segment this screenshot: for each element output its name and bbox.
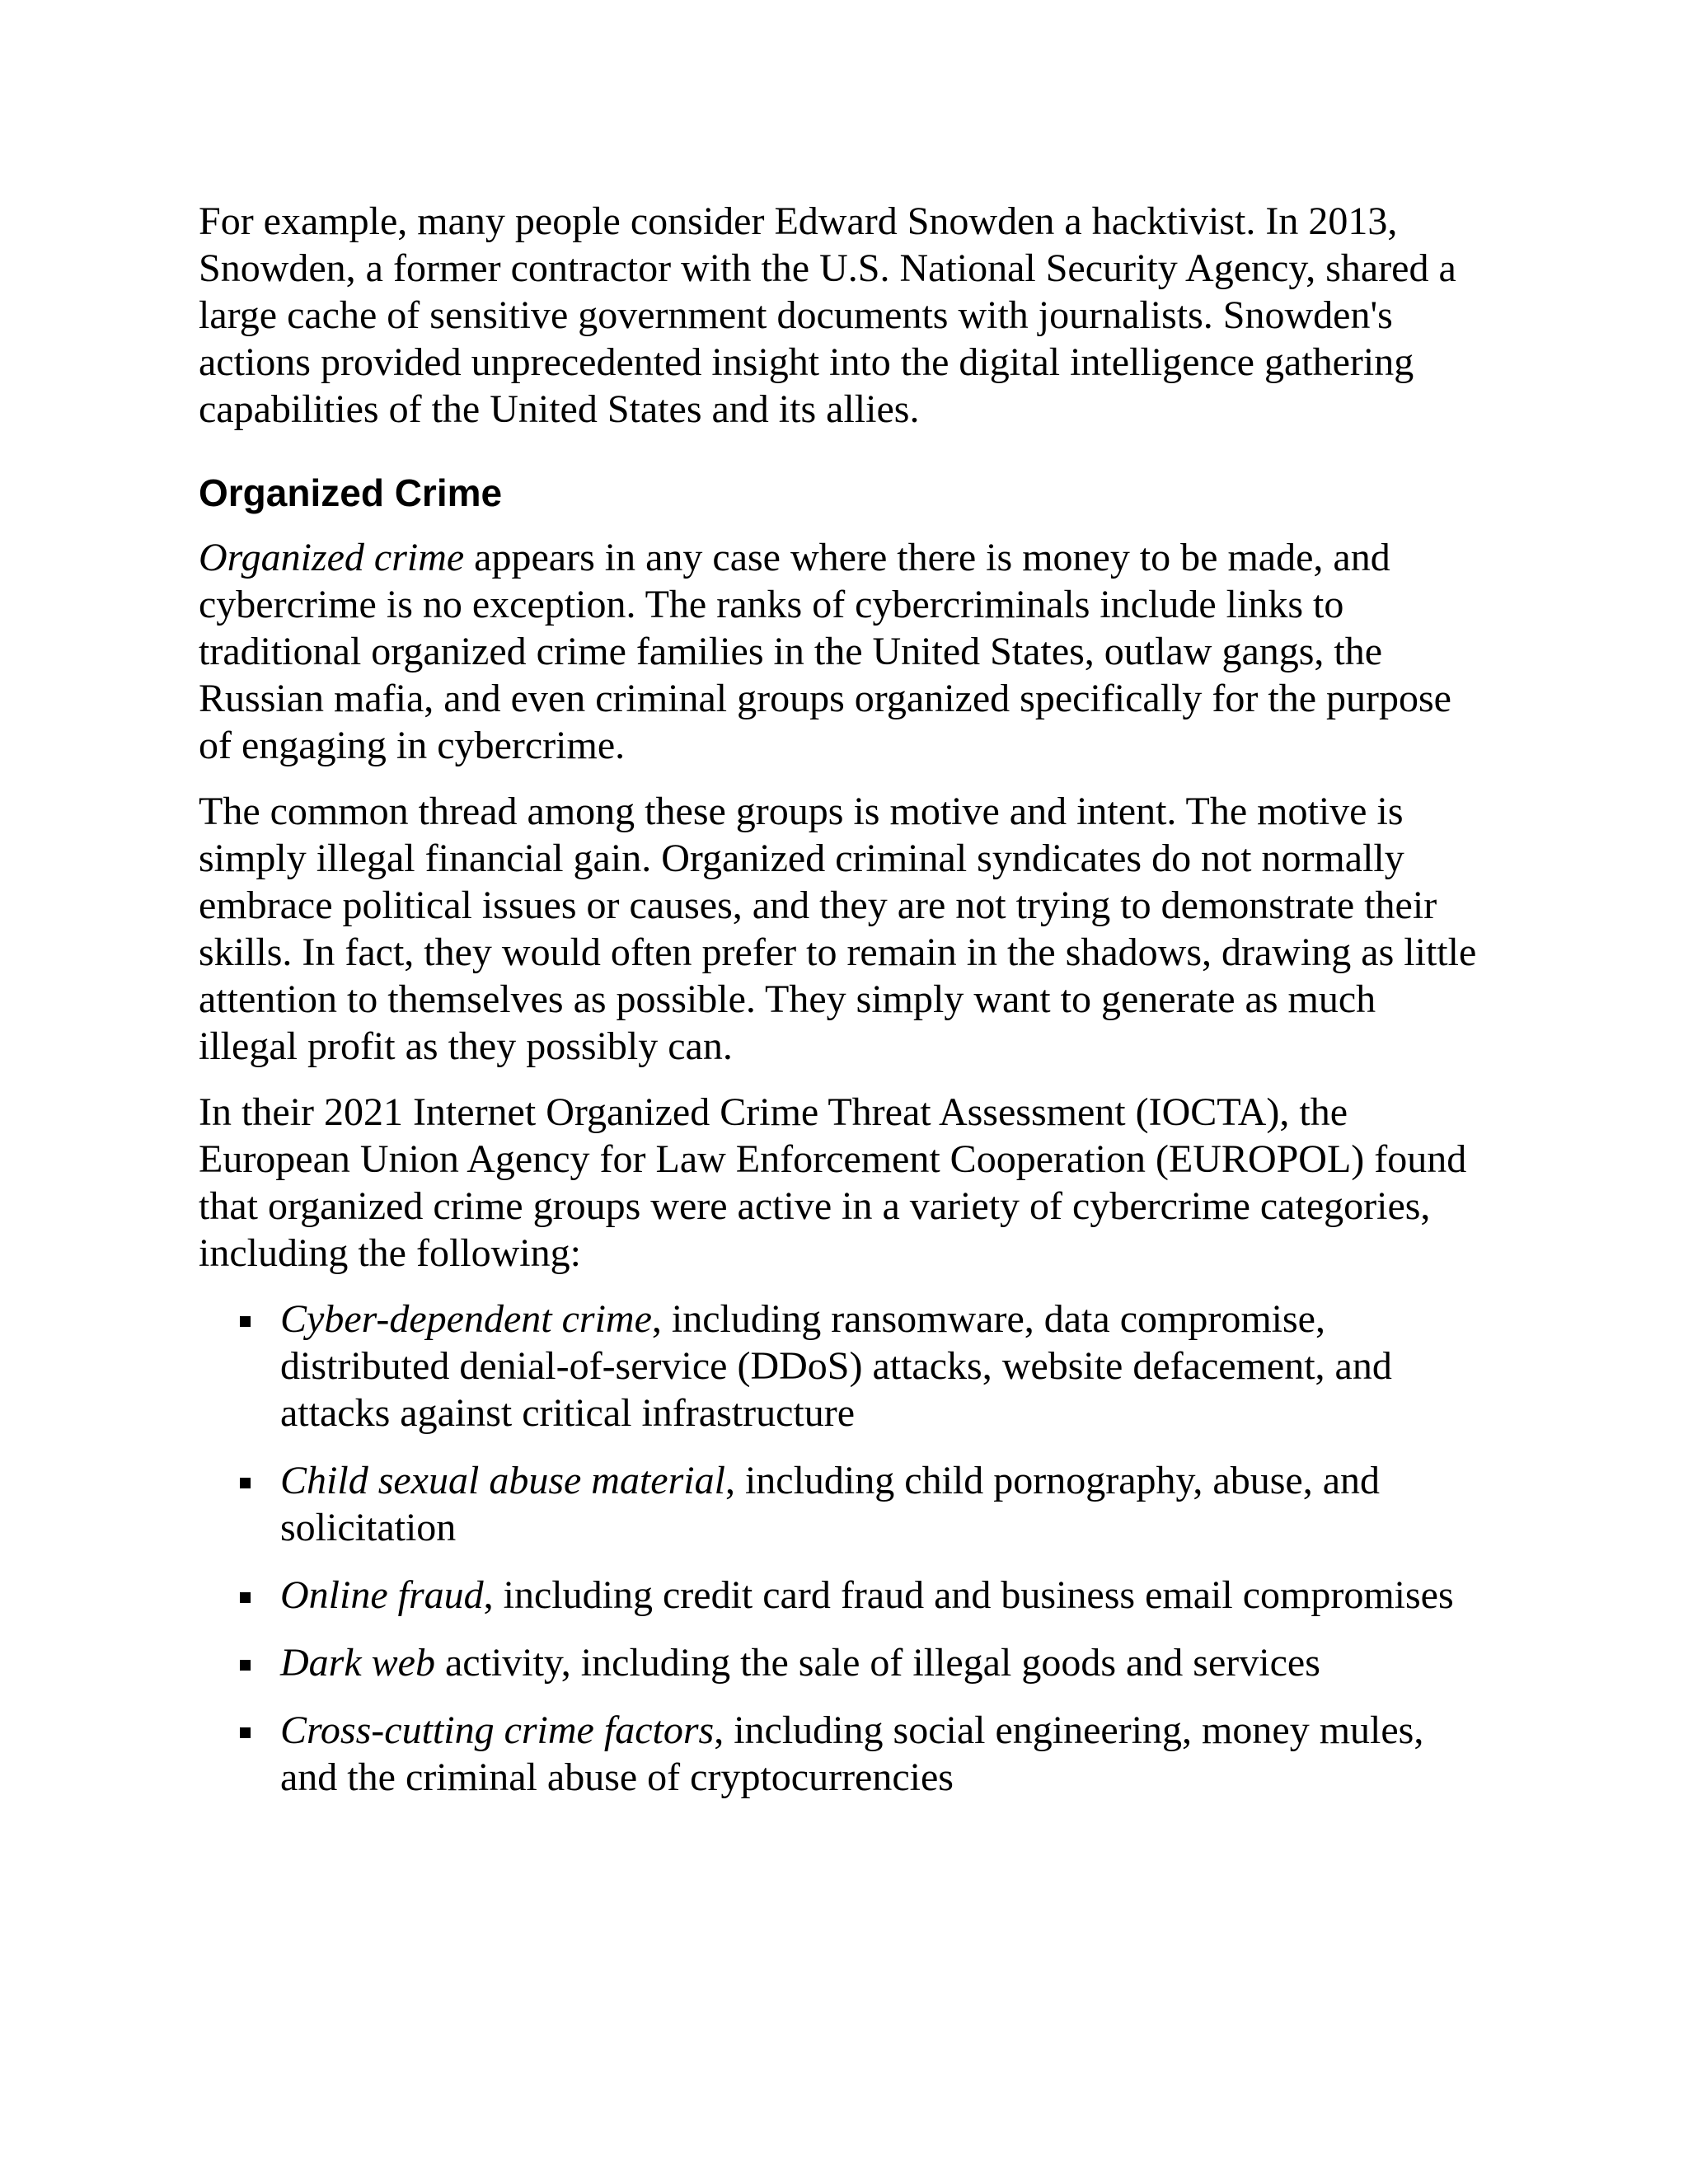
list-item-text: , including ransomware, data compromise, distributed denial-of-service (DDoS) attacks, website defacement, and attacks against critical infrastructure [280,1297,1392,1435]
document-body [199,198,1480,1821]
crime-category-list [199,1296,1480,1801]
list-item [199,1457,1480,1551]
list-item-term: Cross-cutting crime factors [280,1708,715,1752]
paragraph-organized-crime [199,534,1480,769]
list-item [199,1707,1480,1801]
list-item-text: , including child pornography, abuse, and solicitation [280,1459,1380,1549]
section-heading: Organized Crime [199,471,503,514]
paragraph-organized-crime-text: appears in any case where there is money to be made, and cybercrime is no exception. The ranks of cybercriminals include links to traditional organized crime families in the United States, outlaw gangs, the Russian mafia, and even criminal groups organized specifically for the purpose of engaging in cybercrime. [199,536,1451,767]
square-bullet-icon [240,1727,251,1738]
list-item-term: Child sexual abuse material [280,1459,725,1502]
term-organized-crime: Organized crime [199,536,465,579]
square-bullet-icon [240,1660,251,1671]
list-item [199,1639,1480,1686]
paragraph-iocta: In their 2021 Internet Organized Crime Threat Assessment (IOCTA), the European Union Agency for Law Enforcement Cooperation (EUROPOL) found that organized crime groups were active in a variety of cybercrime categories, including the following: [199,1090,1467,1275]
list-item-term: Dark web [280,1641,435,1685]
square-bullet-icon [240,1316,251,1327]
list-item [199,1572,1480,1619]
square-bullet-icon [240,1478,251,1488]
list-item-term: Cyber-dependent crime [280,1297,652,1341]
list-item-text: , including social engineering, money mules, and the criminal abuse of cryptocurrencies [280,1708,1424,1799]
list-item-text: , including credit card fraud and business email compromises [483,1573,1454,1617]
paragraph-motive: The common thread among these groups is motive and intent. The motive is simply illegal financial gain. Organized criminal syndicates do not normally embrace political issues or causes, and they are not trying to demonstrate their skills. In fact, they would often prefer to remain in the shadows, drawing as little attention to themselves as possible. They simply want to generate as much illegal profit as they possibly can. [199,790,1477,1068]
list-item-term: Online fraud [280,1573,484,1617]
list-item [199,1296,1480,1436]
paragraph-snowden: For example, many people consider Edward Snowden a hacktivist. In 2013, Snowden, a former contractor with the U.S. National Security Agency, shared a large cache of sensitive government documents with journalists. Snowden's actions provided unprecedented insight into the digital intelligence gathering capabilities of the United States and its allies. [199,199,1456,431]
list-item-text: activity, including the sale of illegal goods and services [434,1641,1320,1685]
square-bullet-icon [240,1592,251,1603]
